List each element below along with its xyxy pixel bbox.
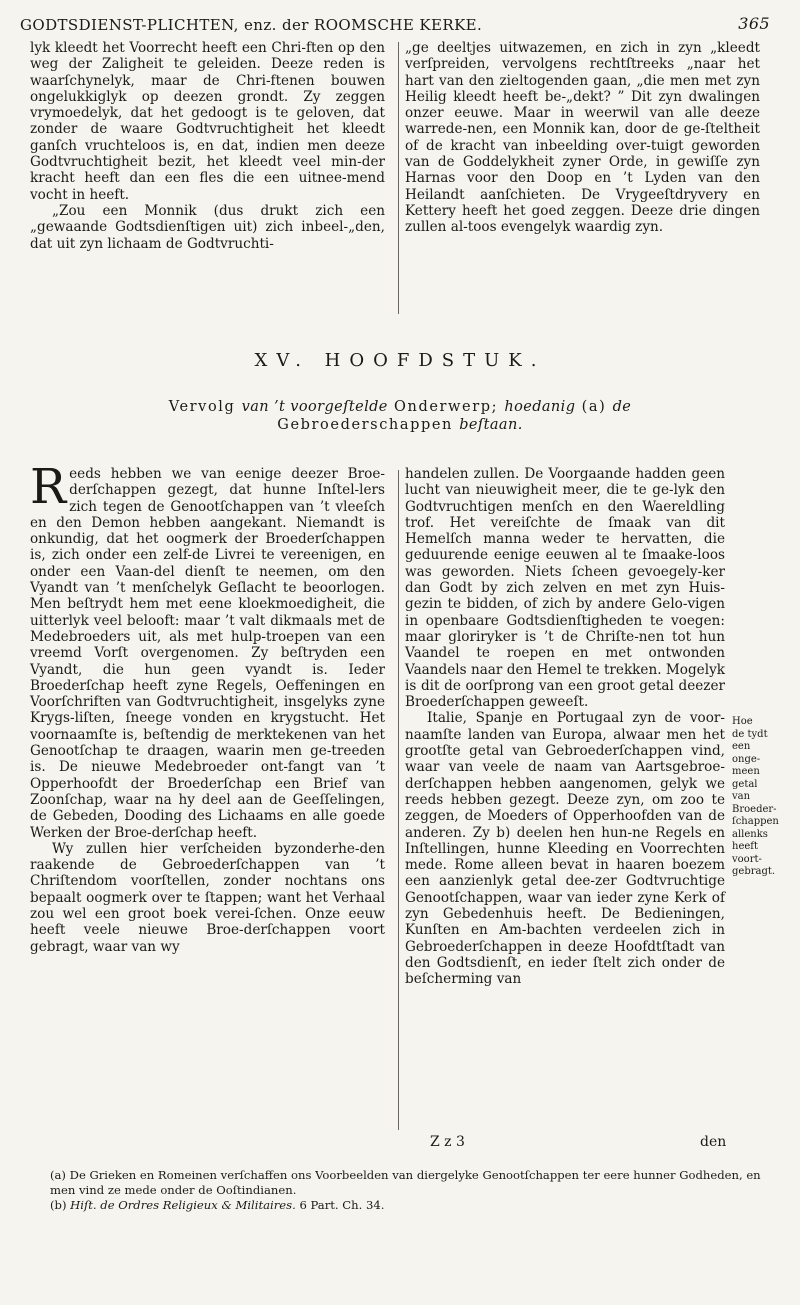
subtitle-italic: beſtaan. bbox=[459, 417, 523, 433]
footnote-title: Hiſt. de Ordres Religieux & Militaires. bbox=[70, 1198, 296, 1212]
running-title: GODTSDIENST-PLICHTEN, enz. der ROOMSCHE KERKE. bbox=[20, 16, 483, 34]
footnotes bbox=[50, 1168, 770, 1213]
subtitle-italic: van ’t voorgeſtelde bbox=[241, 399, 388, 415]
column-divider bbox=[398, 42, 399, 314]
footnote-label: (b) bbox=[50, 1198, 67, 1212]
marginal-note bbox=[732, 716, 779, 879]
paragraph: Wy zullen hier verſcheiden byzonderhe-den raakende de Gebroederſchappen van ’t Chriſtendom voorſtellen, zonder nochtans ons bepaalt oogmerk over te ſtappen; want het Verhaal zou wel een groot boek verei-ſchen. Onze eeuw heeft veele nieuwe Broe-derſchappen voort gebragt, waar van wy bbox=[30, 840, 385, 955]
chapter-heading: XV. HOOFDSTUK. bbox=[254, 350, 546, 371]
paragraph: „ge deeltjes uitwazemen, en zich in zyn „kleedt verſpreiden, vervolgens rechtſtreeks „naar het hart van den zieltogenden gaan, „die men met zyn Heilig kleedt heeft be-„dekt? ” Dit zyn dwalingen onzer eeuwe. Maar in weerwil van alle deeze warrede-nen, een Monnik kan, door de ge-ſteltheit of de kracht van inbeelding over-tuigt geworden van de Goddelykheit zyner Orde, in gewiſſe zyn Harnas voor den Doop en ’t Lyden van den Heilandt aanſchieten. De Vrygeeſtdryvery en Kettery heeft het goed zeggen. Deeze drie dingen zullen al-toos evengelyk waardig zyn. bbox=[405, 40, 760, 236]
subtitle-middle: Onderwerp; bbox=[394, 399, 499, 415]
bottom-left-column bbox=[30, 459, 385, 955]
marginal-line: een bbox=[732, 741, 751, 752]
marginal-line: gebragt. bbox=[732, 866, 776, 877]
signature-mark: Z z 3 bbox=[430, 1134, 465, 1150]
book-page bbox=[20, 10, 780, 1300]
subtitle-italic: hoedanig bbox=[504, 399, 576, 415]
subtitle-prefix: Vervolg bbox=[168, 399, 236, 415]
footnote-ref: (a) bbox=[581, 399, 607, 415]
catchword: den bbox=[700, 1134, 727, 1150]
running-head bbox=[20, 10, 780, 36]
footnote-b bbox=[50, 1198, 770, 1213]
paragraph: „Zou een Monnik (dus drukt zich een „gewaande Godtsdienſtigen uit) zich inbeel-„den, dat uit zyn lichaam de Godtvruchti- bbox=[30, 202, 385, 252]
marginal-line: voort- bbox=[732, 853, 762, 865]
bottom-right-column bbox=[405, 466, 725, 988]
paragraph: handelen zullen. De Voorgaande hadden geen lucht van nieuwigheit meer, die te ge-lyk den Godtvruchtigen menſch en den Waereldling trof. Het vereiſchte de ſmaak van dit Hemelſch manna weder te hervatten, die geduurende eenige eeuwen al te ſmaake-loos was geworden. Niets ſcheen gevoegely-ker dan Godt by zich zelven en met zyn Huis-gezin te bidden, of zich by andere Gelo-vigen in openbaare Godtsdienſtigheden te voegen: maar gloriryker is ’t de Chriſte-nen tot hun Vaandel te roepen en met ontwonden Vaandels naar den Hemel te trekken. Mogelyk is dit de oorſprong van een groot getal deezer Broederſchappen geweeſt. bbox=[405, 466, 725, 711]
subtitle-italic: de bbox=[612, 399, 632, 415]
marginal-line: onge- bbox=[732, 753, 761, 765]
marginal-line: meen bbox=[732, 766, 760, 777]
page-number: 365 bbox=[738, 14, 770, 33]
footnote-rest: 6 Part. Ch. 34. bbox=[299, 1198, 385, 1212]
paragraph-text: eeds hebben we van eenige deezer Broe-derſchappen gezegt, dat hunne Inſtel-lers zich tegen de Genootſchappen van ’t vleeſch en den Demon hebben aangekant. Niemandt is onkundig, dat het oogmerk der Broederſchappen is, zich onder een zelf-de Livrei te vereenigen, en onder een Vaan-del dienſt te neemen, om den Vyandt van ’t menſchelyk Geſlacht te beoorlogen. Men beſtrydt hem met eene kloekmoedigheit, die uitterlyk veel belooft: maar ’t valt dikmaals met de Medebroeders uit, als met hulp-troepen van een vreemd Vorſt overgenomen. Zy beſtryden een Vyandt, die hun geen vyandt is. Ieder Broederſchap heeft zyne Regels, Oeffeningen en Voorſchriften van Godtvruchtigheit, insgelyks zyne Krygs-liſten, ſneege vonden en krygstucht. Het voornaamſte is, beſtendig de merktekenen van het Genootſchap te draagen, waarin men ge-treeden is. De nieuwe Medebroeder ont-fangt van ’t Opperhoofdt der Broederſchap een Brief van Zoonſchap, waar na hy deel aan de Geeſſelingen, de Gebeden, Dooding des Lichaams en alle goede Werken der Broe-derſchap heeft. bbox=[30, 466, 385, 841]
marginal-line: Broeder- bbox=[732, 803, 777, 815]
marginal-line: allenks bbox=[732, 828, 768, 840]
marginal-line: getal van bbox=[732, 778, 758, 802]
drop-cap: R bbox=[30, 459, 67, 515]
paragraph bbox=[30, 459, 385, 841]
column-divider bbox=[398, 470, 399, 1130]
marginal-line: ſchappen bbox=[732, 816, 779, 827]
marginal-line: de tydt bbox=[732, 728, 768, 740]
paragraph: lyk kleedt het Voorrecht heeft een Chri-ften op den weg der Zaligheit te geleiden. Deeze reden is waarſchynelyk, maar de Chri-ftenen bouwen ongelukkiglyk op deezen grondt. Zy zeggen vrymoedelyk, dat het gedoogt is te geloven, dat zonder de waare Godtvruchtigheit het kleedt ganſch vruchteloos is, en dat, indien men deeze Godtvruchtigheit bezit, het kleedt veel min-der kracht heeft dan een fles die een uitnee-mend vocht in heeft. bbox=[30, 40, 385, 203]
top-left-column bbox=[30, 40, 385, 252]
subtitle-line2: Gebroederschappen bbox=[277, 417, 453, 433]
marginal-line: Hoe bbox=[732, 716, 753, 727]
marginal-line: heeft bbox=[732, 841, 758, 852]
footnote-a: (a) De Grieken en Romeinen verſchaffen ons Voorbeelden van diergelyke Genootſchappen ter eere hunner Godheden, en men vind ze mede onder de Ooſtindianen. bbox=[50, 1168, 761, 1197]
top-right-column bbox=[405, 40, 760, 236]
chapter-subtitle bbox=[20, 398, 780, 434]
paragraph: Italie, Spanje en Portugaal zyn de voor-naamſte landen van Europa, alwaar men het grootſte getal van Gebroederſchappen vind, waar van veele de naam van Aartsgebroe-derſchappen hebben aangenomen, gelyk we reeds hebben gezegt. Deeze zyn, om zoo te zeggen, de Moeders of Opperhoofden van de anderen. Zy b) deelen hen hun-ne Regels en Inſtellingen, hunne Kleeding en Voorrechten mede. Rome alleen bevat in haaren boezem een aanzienlyk getal dee-zer Godtvruchtige Genootſchappen, waar van ieder zyne Kerk of zyn Gebedenhuis heeft. De Bedieningen, Kunſten en Am-bachten verdeelen zich in Gebroederſchappen in deeze Hoofdtſtadt van den Godtsdienſt, en ieder ſtelt zich onder de beſcherming van bbox=[405, 710, 725, 988]
